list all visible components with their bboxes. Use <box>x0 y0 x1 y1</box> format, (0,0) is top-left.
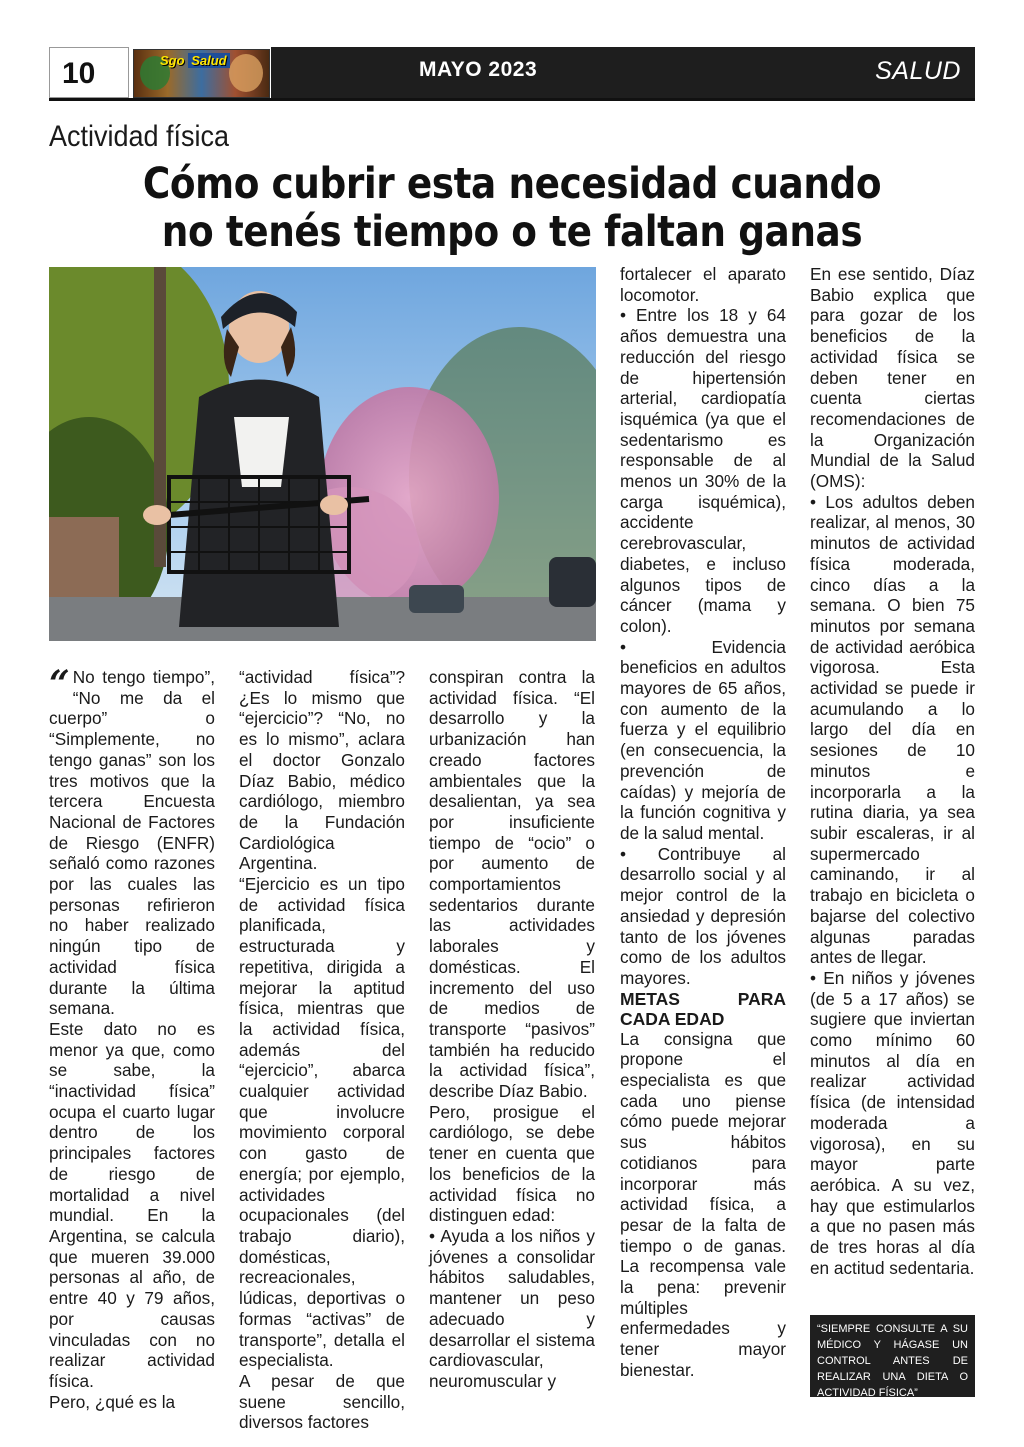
issue-date: MAYO 2023 <box>419 58 538 81</box>
page-number-box <box>49 47 129 98</box>
paragraph: A pesar de que suene sencillo, diversos factores <box>239 1370 405 1433</box>
paragraph: • Ayuda a los niños y jóvenes a consolidar hábitos saludables, mantener un peso adecuado y desarrollar el sistema cardiovascular, neuromuscular y <box>429 1225 595 1391</box>
paragraph: conspiran contra la actividad física. “El desarrollo y la urbanización han creado factores ambientales que la desalientan, ya sea por insuficiente tiempo de “ocio” o por aumento de comportamientos sedentarios durante las actividades laborales y domésticas. El incremento del uso de medios de transporte “pasivos” también ha reducido la actividad física”, describe Díaz Babio. <box>429 667 595 1102</box>
opening-quote-mark: “ <box>49 663 70 705</box>
article-column-4 <box>620 264 786 1381</box>
article-column-1 <box>49 663 215 1412</box>
paragraph: • Entre los 18 y 64 años demuestra una reducción del riesgo de hipertensión arterial, cardiopatía isquémica (ya que el sedentarismo es responsable de al menos un 30% de la carga isquémica), accidente cerebrovascular, diabetes, e incluso algunos tipos de cáncer (mama y colon). <box>620 305 786 636</box>
headline-line: no tenés tiempo o te faltan ganas <box>161 207 863 257</box>
section-name: SALUD <box>875 57 961 85</box>
paragraph: “ No tengo tiempo”, “No me da el cuerpo” o “Simplemente, no tengo ganas” son los tres motivos que la tercera Encuesta Nacional de Factores de Riesgo (ENFR) señaló como razones por las cuales las personas refirieron no haber realizado ningún tipo de actividad física durante la última semana. <box>49 663 215 1019</box>
logo-text: Sgo Salud <box>160 53 230 68</box>
logo-decoration <box>229 54 263 92</box>
health-advice-callout: “SIEMPRE CONSULTE A SU MÉDICO Y HÁGASE UN CONTROL ANTES DE REALIZAR UNA DIETA O ACTIVIDAD FÍSICA” <box>810 1315 975 1397</box>
paragraph: • Evidencia beneficios en adultos mayores de 65 años, con aumento de la fuerza y el equilibrio (en consecuencia, la prevención de caídas) y mejoría de la función cognitiva y de la salud mental. <box>620 636 786 843</box>
paragraph: La consigna que propone el especialista es que cada uno piense cómo puede mejorar sus hábitos cotidianos para incorporar más actividad física, a pesar de la falta de tiempo o de ganas. La recompensa vale la pena: prevenir múltiples enfermedades y tener mayor bienestar. <box>620 1028 786 1380</box>
paragraph: • En niños y jóvenes (de 5 a 17 años) se sugiere que inviertan como mínimo 60 minutos al día en realizar actividad física (de intensidad moderada a vigorosa), en su mayor parte aeróbica. A su vez, hay que estimularlos a que no pasen más de tres horas al día en actitud sedentaria. <box>810 967 975 1278</box>
article-column-5 <box>810 264 975 1278</box>
page-header <box>49 47 975 101</box>
paragraph: Pero, prosigue el cardiólogo, se debe tener en cuenta que los beneficios de la actividad física no distinguen edad: <box>429 1101 595 1226</box>
paragraph: Este dato no es menor ya que, como se sabe, la “inactividad física” ocupa el cuarto lugar dentro de los principales factores de riesgo de mortalidad a nivel mundial. En la Argentina, se calcula que mueren 39.000 personas al año, de entre 40 y 79 años, por causas vinculadas con no realizar actividad física. <box>49 1018 215 1391</box>
article-column-2 <box>239 667 405 1433</box>
paragraph: • Contribuye al desarrollo social y al mejor control de la ansiedad y depresión tanto de los jóvenes como de los adultos mayores. <box>620 843 786 988</box>
paragraph: • Los adultos deben realizar, al menos, 30 minutos de actividad física moderada, cinco días a la semana. O bien 75 minutos por semana de actividad aeróbica vigorosa. Esta actividad se puede ir acumulando a lo largo del día en sesiones de 10 minutos e incorporarla a la rutina diaria, ya sea subir escaleras, ir al supermercado caminando, ir al trabajo en bicicleta o bajarse del colectivo algunas paradas antes de llegar. <box>810 491 975 968</box>
section-subheading: METAS PARA CADA EDAD <box>620 988 786 1029</box>
paragraph: fortalecer el aparato locomotor. <box>620 264 786 305</box>
paragraph: Pero, ¿qué es la <box>49 1391 176 1412</box>
page-number: 10 <box>62 57 96 90</box>
article-kicker: Actividad física <box>49 120 230 153</box>
headline-line: Cómo cubrir esta necesidad cuando <box>142 159 882 209</box>
photo-illustration <box>49 267 596 641</box>
paragraph: “Ejercicio es un tipo de actividad física planificada, estructurada y repetitiva, dirigida a mejorar la aptitud física, mientras que la actividad física, además del “ejercicio”, abarca cualquier actividad que involucre movimiento corporal con gasto de energía; por ejemplo, actividades ocupacionales (del trabajo diario), domésticas, recreacionales, lúdicas, deportivas o formas “activas” de transporte”, detalla el especialista. <box>239 874 405 1371</box>
article-photo-woman-cycling <box>49 267 596 641</box>
publication-logo <box>133 49 270 98</box>
article-headline <box>119 160 905 256</box>
header-bar <box>271 47 975 98</box>
article-column-3 <box>429 667 595 1392</box>
paragraph: En ese sentido, Díaz Babio explica que para gozar de los beneficios de la actividad física se deben tener en cuenta ciertas recomendaciones de la Organización Mundial de la Salud (OMS): <box>810 264 975 492</box>
paragraph: “actividad física”? ¿Es lo mismo que “ejercicio”? “No, no es lo mismo”, aclara el doctor Gonzalo Díaz Babio, médico cardiólogo, miembro de la Fundación Cardiológica Argentina. <box>239 667 405 874</box>
